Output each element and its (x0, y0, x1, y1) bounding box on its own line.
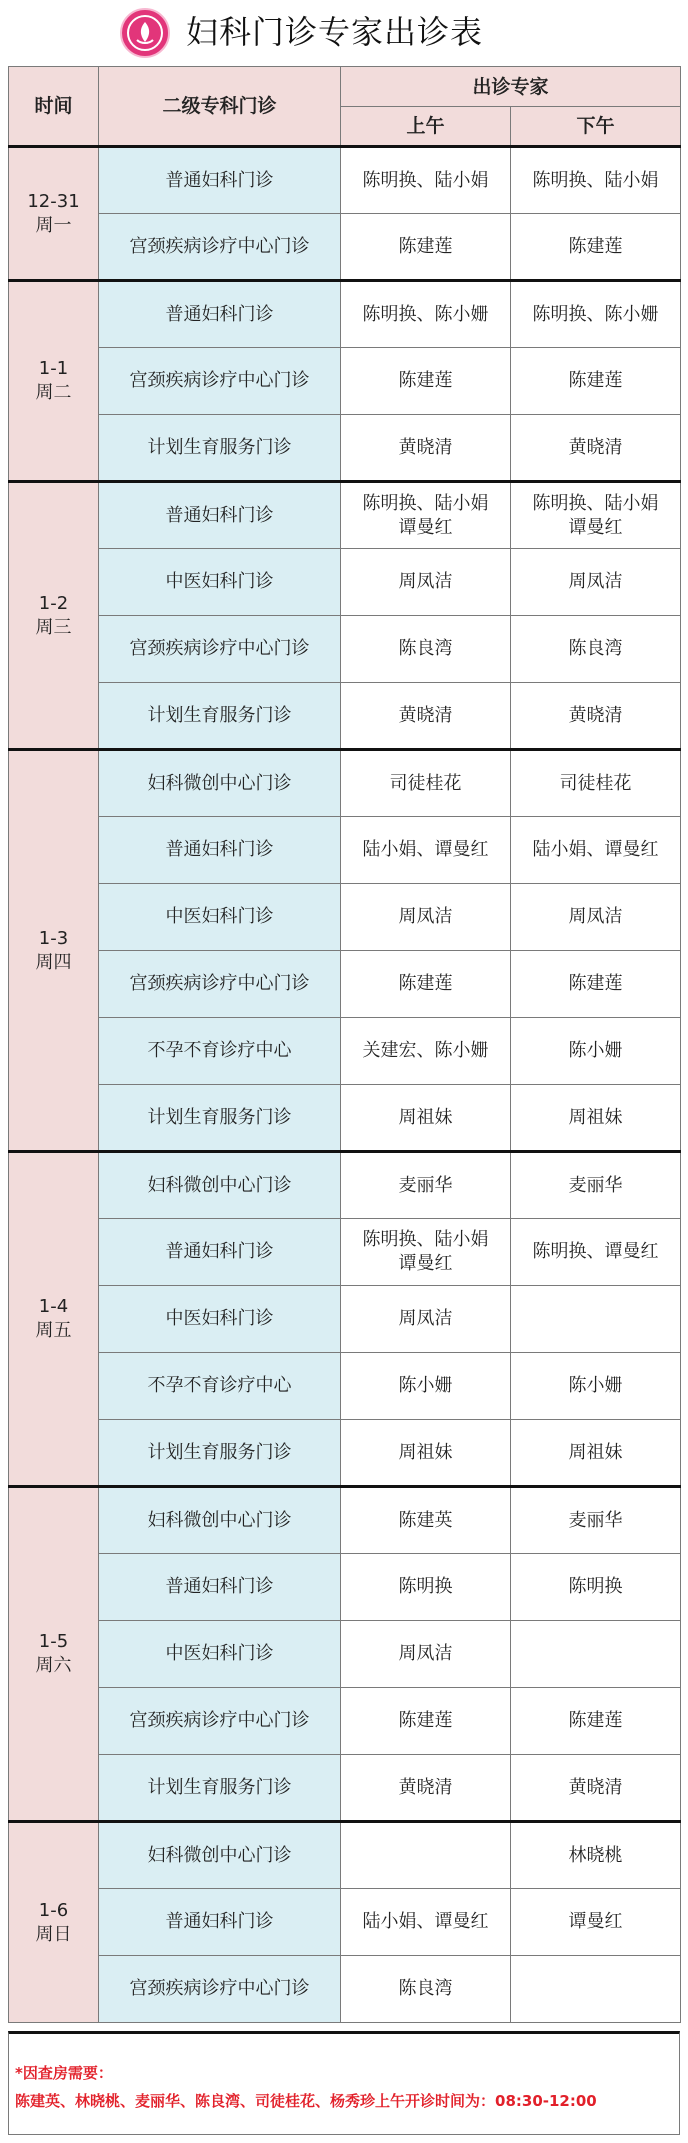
doctor-names: 陈明换、陈小姗 (532, 303, 659, 325)
doctor-names: 陈良湾 (398, 638, 453, 659)
pm-doctors-cell (511, 1018, 681, 1085)
day-cell (9, 482, 99, 750)
table-row (9, 1956, 681, 2023)
dept-cell: 普通妇科门诊 (99, 281, 341, 348)
pm-doctors-cell (511, 1487, 681, 1554)
doctor-names: 黄晓清 (568, 1776, 623, 1798)
doctor-names: 周祖妹 (568, 1441, 623, 1463)
table-row (9, 1621, 681, 1688)
dept-cell: 普通妇科门诊 (99, 817, 341, 884)
pm-doctors-cell (511, 1286, 681, 1353)
am-doctors-cell (341, 616, 511, 683)
pm-doctors-cell (511, 281, 681, 348)
dept-cell: 普通妇科门诊 (99, 1219, 341, 1286)
day-group (9, 1152, 681, 1487)
am-doctors-cell (341, 1018, 511, 1085)
hospital-logo-icon (120, 8, 170, 58)
dept-cell: 宫颈疾病诊疗中心门诊 (99, 951, 341, 1018)
am-doctors-cell (341, 750, 511, 817)
doctor-names: 麦丽华 (568, 1509, 623, 1531)
pm-doctors-cell (511, 1420, 681, 1487)
doctor-names: 黄晓清 (398, 1776, 453, 1798)
table-row (9, 817, 681, 884)
dept-cell: 妇科微创中心门诊 (99, 750, 341, 817)
dept-cell: 中医妇科门诊 (99, 884, 341, 951)
doctor-names: 黄晓清 (398, 704, 453, 726)
dept-cell: 中医妇科门诊 (99, 1286, 341, 1353)
am-doctors-cell (341, 1755, 511, 1822)
dept-cell: 普通妇科门诊 (99, 1889, 341, 1956)
am-doctors-cell (341, 951, 511, 1018)
table-row (9, 482, 681, 549)
dept-cell: 妇科微创中心门诊 (99, 1152, 341, 1219)
day-date: 1-1 (38, 358, 69, 379)
doctor-names: 周凤洁 (568, 906, 623, 927)
table-row (9, 549, 681, 616)
table-row (9, 683, 681, 750)
doctor-names: 周凤洁 (398, 906, 453, 927)
dept-cell: 计划生育服务门诊 (99, 415, 341, 482)
day-group (9, 750, 681, 1152)
pm-doctors-cell (511, 1755, 681, 1822)
table-row (9, 1219, 681, 1286)
pm-doctors-cell (511, 1822, 681, 1889)
doctor-names: 陆小娟、谭曼红 (362, 839, 489, 860)
day-group (9, 482, 681, 750)
dept-cell: 宫颈疾病诊疗中心门诊 (99, 616, 341, 683)
dept-cell: 不孕不育诊疗中心 (99, 1018, 341, 1085)
doctor-names: 陈建莲 (568, 370, 623, 391)
schedule-table (8, 66, 681, 2023)
table-row (9, 415, 681, 482)
pm-doctors-cell (511, 1688, 681, 1755)
title-bar (0, 0, 688, 66)
day-cell (9, 147, 99, 281)
header-am: 上午 (341, 107, 511, 147)
note-box (8, 2031, 680, 2135)
doctor-names: 陈良湾 (398, 1978, 453, 1999)
table-row (9, 1487, 681, 1554)
table-row (9, 1755, 681, 1822)
doctor-names: 陈明换、陆小娟 (362, 169, 489, 191)
pm-doctors-cell (511, 1353, 681, 1420)
doctor-names: 周凤洁 (398, 1308, 453, 1329)
doctor-names: 陈明换、陆小娟 (362, 492, 489, 514)
am-doctors-cell (341, 884, 511, 951)
day-cell (9, 281, 99, 482)
pm-doctors-cell (511, 1889, 681, 1956)
table-row (9, 1085, 681, 1152)
table-row (9, 1353, 681, 1420)
dept-cell: 计划生育服务门诊 (99, 683, 341, 750)
am-doctors-cell (341, 1219, 511, 1286)
doctor-names: 陈明换 (398, 1576, 453, 1597)
doctor-names: 陈建莲 (568, 1710, 623, 1731)
day-weekday: 周四 (35, 951, 72, 973)
header-dept: 二级专科门诊 (99, 67, 341, 147)
am-doctors-cell (341, 1286, 511, 1353)
doctor-names: 陈明换、陈小姗 (362, 303, 489, 325)
doctor-names: 陆小娟、谭曼红 (362, 1911, 489, 1932)
doctor-names: 陈建莲 (568, 235, 623, 257)
day-date: 1-5 (38, 1631, 69, 1652)
table-row (9, 1822, 681, 1889)
pm-doctors-cell (511, 415, 681, 482)
doctor-names: 陈建英 (398, 1509, 453, 1531)
doctor-names: 陈明换、陆小娟 (532, 169, 659, 191)
pm-doctors-cell (511, 1554, 681, 1621)
am-doctors-cell (341, 683, 511, 750)
doctor-names: 林晓桃 (568, 1844, 623, 1866)
doctor-names: 陆小娟、谭曼红 (532, 839, 659, 860)
dept-cell: 普通妇科门诊 (99, 482, 341, 549)
am-doctors-cell (341, 1956, 511, 2023)
dept-cell: 计划生育服务门诊 (99, 1755, 341, 1822)
day-group (9, 147, 681, 281)
doctor-names: 周凤洁 (398, 571, 453, 592)
pm-doctors-cell (511, 817, 681, 884)
doctor-names: 陈小姗 (568, 1040, 623, 1061)
pm-doctors-cell (511, 147, 681, 214)
pm-doctors-cell (511, 951, 681, 1018)
day-weekday: 周日 (35, 1923, 72, 1945)
doctor-names: 陈小姗 (398, 1375, 453, 1396)
doctor-names: 黄晓清 (568, 436, 623, 458)
table-row (9, 750, 681, 817)
table-row (9, 214, 681, 281)
pm-doctors-cell (511, 482, 681, 549)
table-row (9, 1889, 681, 1956)
doctor-names: 谭曼红 (568, 1911, 623, 1932)
dept-cell: 普通妇科门诊 (99, 147, 341, 214)
am-doctors-cell (341, 1353, 511, 1420)
day-group (9, 281, 681, 482)
table-row (9, 884, 681, 951)
dept-cell: 宫颈疾病诊疗中心门诊 (99, 1688, 341, 1755)
am-doctors-cell (341, 1621, 511, 1688)
doctor-names: 司徒桂花 (389, 772, 462, 794)
day-date: 12-31 (27, 190, 80, 212)
doctor-names: 陈明换、谭曼红 (532, 1241, 659, 1262)
day-cell (9, 750, 99, 1152)
pm-doctors-cell (511, 683, 681, 750)
dept-cell: 中医妇科门诊 (99, 549, 341, 616)
doctor-names: 陈良湾 (568, 638, 623, 659)
doctor-names: 周凤洁 (398, 1643, 453, 1664)
table-row (9, 1420, 681, 1487)
am-doctors-cell (341, 1889, 511, 1956)
table-row (9, 1152, 681, 1219)
day-weekday: 周一 (35, 214, 72, 236)
day-cell (9, 1152, 99, 1487)
day-weekday: 周三 (35, 616, 72, 638)
doctor-names: 谭曼红 (568, 516, 623, 538)
header-pm: 下午 (511, 107, 681, 147)
pm-doctors-cell (511, 884, 681, 951)
doctor-names: 陈建莲 (398, 370, 453, 391)
dept-cell: 宫颈疾病诊疗中心门诊 (99, 348, 341, 415)
table-row (9, 1286, 681, 1353)
doctor-names: 陈建莲 (398, 235, 453, 257)
am-doctors-cell (341, 1085, 511, 1152)
doctor-names: 谭曼红 (398, 516, 453, 538)
am-doctors-cell (341, 281, 511, 348)
am-doctors-cell (341, 147, 511, 214)
doctor-names: 谭曼红 (398, 1253, 453, 1274)
table-row (9, 616, 681, 683)
dept-cell: 妇科微创中心门诊 (99, 1487, 341, 1554)
day-group (9, 1487, 681, 1822)
pm-doctors-cell (511, 1621, 681, 1688)
doctor-names: 陈明换 (568, 1576, 623, 1597)
am-doctors-cell (341, 1420, 511, 1487)
header-experts: 出诊专家 (341, 67, 681, 107)
am-doctors-cell (341, 817, 511, 884)
doctor-names: 周祖妹 (398, 1106, 453, 1128)
pm-doctors-cell (511, 616, 681, 683)
pm-doctors-cell (511, 549, 681, 616)
day-cell (9, 1822, 99, 2023)
doctor-names: 麦丽华 (398, 1174, 453, 1196)
doctor-names: 司徒桂花 (559, 772, 632, 794)
am-doctors-cell (341, 482, 511, 549)
dept-cell: 妇科微创中心门诊 (99, 1822, 341, 1889)
pm-doctors-cell (511, 1152, 681, 1219)
doctor-names: 关建宏、陈小姗 (362, 1040, 489, 1061)
doctor-names: 周凤洁 (568, 571, 623, 592)
doctor-names: 陈建莲 (398, 973, 453, 994)
doctor-names: 周祖妹 (568, 1106, 623, 1128)
day-weekday: 周六 (35, 1655, 72, 1676)
dept-cell: 不孕不育诊疗中心 (99, 1353, 341, 1420)
note-line-1: *因查房需要： (15, 2064, 113, 2082)
pm-doctors-cell (511, 214, 681, 281)
day-date: 1-4 (38, 1296, 69, 1317)
dept-cell: 中医妇科门诊 (99, 1621, 341, 1688)
am-doctors-cell (341, 1554, 511, 1621)
am-doctors-cell (341, 1688, 511, 1755)
day-cell (9, 1487, 99, 1822)
doctor-names: 陈明换、陆小娟 (532, 492, 659, 514)
dept-cell: 计划生育服务门诊 (99, 1085, 341, 1152)
am-doctors-cell (341, 549, 511, 616)
day-date: 1-6 (38, 1899, 69, 1921)
table-row (9, 951, 681, 1018)
doctor-names: 黄晓清 (398, 436, 453, 458)
table-row (9, 281, 681, 348)
table-row (9, 1018, 681, 1085)
am-doctors-cell (341, 214, 511, 281)
page-title: 妇科门诊专家出诊表 (186, 13, 484, 51)
doctor-names: 麦丽华 (568, 1174, 623, 1196)
day-weekday: 周二 (35, 382, 72, 403)
table-row (9, 1688, 681, 1755)
am-doctors-cell (341, 415, 511, 482)
day-group (9, 1822, 681, 2023)
pm-doctors-cell (511, 1085, 681, 1152)
day-date: 1-3 (38, 927, 69, 949)
doctor-names: 陈小姗 (568, 1375, 623, 1396)
note-line-2: 陈建英、林晓桃、麦丽华、陈良湾、司徒桂花、杨秀珍上午开诊时间为：08:30-12:00 (15, 2092, 597, 2110)
day-date: 1-2 (38, 592, 69, 614)
doctor-names: 周祖妹 (398, 1441, 453, 1463)
doctor-names: 陈明换、陆小娟 (362, 1229, 489, 1250)
doctor-names: 陈建莲 (568, 973, 623, 994)
table-row (9, 348, 681, 415)
dept-cell: 普通妇科门诊 (99, 1554, 341, 1621)
table-row (9, 147, 681, 214)
pm-doctors-cell (511, 1219, 681, 1286)
dept-cell: 计划生育服务门诊 (99, 1420, 341, 1487)
am-doctors-cell (341, 1822, 511, 1889)
dept-cell: 宫颈疾病诊疗中心门诊 (99, 1956, 341, 2023)
header-time: 时间 (9, 67, 99, 147)
am-doctors-cell (341, 1487, 511, 1554)
day-weekday: 周五 (35, 1320, 72, 1341)
doctor-names: 陈建莲 (398, 1710, 453, 1731)
am-doctors-cell (341, 1152, 511, 1219)
pm-doctors-cell (511, 750, 681, 817)
pm-doctors-cell (511, 1956, 681, 2023)
pm-doctors-cell (511, 348, 681, 415)
doctor-names: 黄晓清 (568, 704, 623, 726)
dept-cell: 宫颈疾病诊疗中心门诊 (99, 214, 341, 281)
am-doctors-cell (341, 348, 511, 415)
table-row (9, 1554, 681, 1621)
